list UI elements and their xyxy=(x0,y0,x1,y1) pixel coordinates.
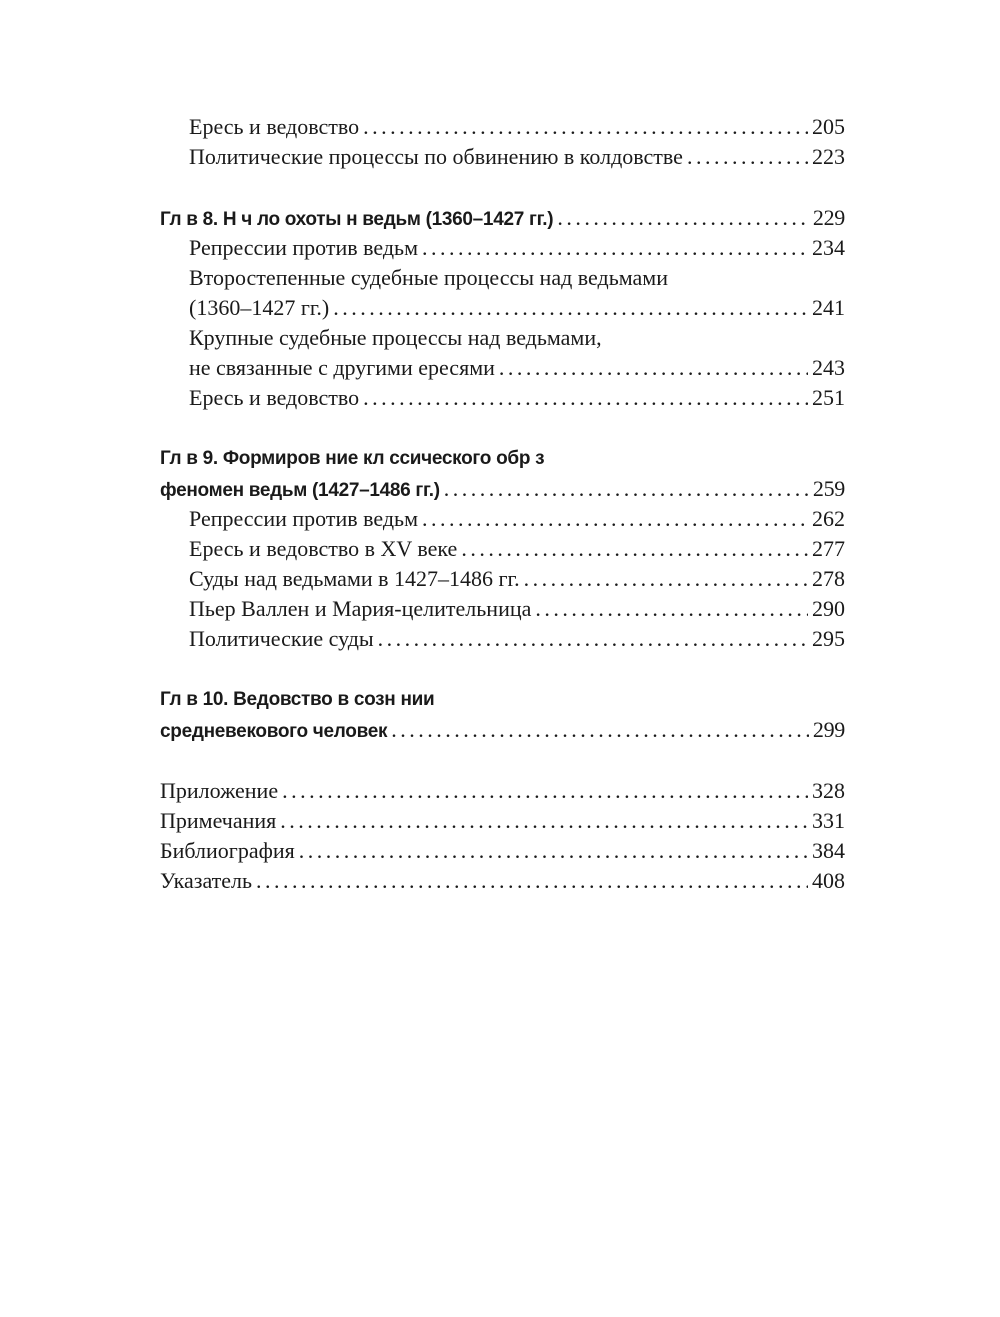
toc-entry-title: Суды над ведьмами в 1427–1486 гг. xyxy=(189,566,520,591)
toc-entry-title: Примечания xyxy=(160,808,277,833)
toc-entry-page: 234 xyxy=(812,235,845,260)
toc-entry-line1 xyxy=(160,323,845,353)
toc-entry xyxy=(160,594,845,624)
chapter-page: 259 xyxy=(812,476,845,501)
toc-entry-page: 290 xyxy=(812,596,845,621)
toc-entry-title: (1360–1427 гг.) xyxy=(189,295,330,320)
dot-leader xyxy=(282,776,808,806)
chapter-heading-10 xyxy=(160,715,845,745)
dot-leader xyxy=(256,866,808,896)
chapter-heading-10-line1 xyxy=(160,685,845,715)
toc-entry-page: 328 xyxy=(812,778,845,803)
toc-entry-page: 205 xyxy=(812,114,845,139)
toc-entry-title: Указатель xyxy=(160,868,253,893)
chapter-page: 299 xyxy=(812,717,845,742)
toc-entry xyxy=(160,806,845,836)
chapter-title: Гл в 9. Формиров ние кл ссического обр з xyxy=(160,448,545,469)
toc-entry-page: 262 xyxy=(812,506,845,531)
toc-entry-page: 223 xyxy=(812,144,845,169)
dot-leader xyxy=(363,112,808,142)
toc-entry-title: Ересь и ведовство в XV веке xyxy=(189,536,458,561)
toc-entry-line1 xyxy=(160,263,845,293)
chapter-title: Гл в 10. Ведовство в созн нии xyxy=(160,689,435,710)
dot-leader xyxy=(535,594,808,624)
dot-leader xyxy=(299,836,808,866)
toc-entry-title: Приложение xyxy=(160,778,279,803)
toc-entry xyxy=(160,624,845,654)
table-of-contents xyxy=(160,112,845,896)
toc-entry-title: Библиография xyxy=(160,838,295,863)
dot-leader xyxy=(391,715,809,745)
toc-entry-page: 243 xyxy=(812,355,845,380)
toc-entry-page: 295 xyxy=(812,626,845,651)
chapter-title: Гл в 8. Н ч ло охоты н ведьм (1360–1427 гг.) xyxy=(160,209,554,230)
toc-entry xyxy=(160,293,845,323)
toc-entry xyxy=(160,353,845,383)
toc-entry-page: 408 xyxy=(812,868,845,893)
toc-entry xyxy=(160,383,845,413)
toc-entry-title: Ересь и ведовство xyxy=(189,114,360,139)
toc-entry xyxy=(160,112,845,142)
toc-entry-title: Репрессии против ведьм xyxy=(189,235,419,260)
toc-entry-title: не связанные с другими ересями xyxy=(189,355,495,380)
dot-leader xyxy=(461,534,808,564)
toc-entry-page: 331 xyxy=(812,808,845,833)
toc-entry-page: 278 xyxy=(812,566,845,591)
toc-entry xyxy=(160,233,845,263)
toc-entry-page: 277 xyxy=(812,536,845,561)
dot-leader xyxy=(499,353,808,383)
toc-entry xyxy=(160,564,845,594)
dot-leader xyxy=(280,806,808,836)
dot-leader xyxy=(422,233,808,263)
dot-leader xyxy=(687,142,808,172)
toc-entry-title: Второстепенные судебные процессы над ведьмами xyxy=(189,265,668,290)
toc-entry-title: Крупные судебные процессы над ведьмами, xyxy=(189,325,602,350)
toc-entry-title: Ересь и ведовство xyxy=(189,385,360,410)
toc-entry xyxy=(160,836,845,866)
chapter-page: 229 xyxy=(812,205,845,230)
dot-leader xyxy=(557,203,809,233)
toc-entry-title: Пьер Валлен и Мария-целительница xyxy=(189,596,532,621)
dot-leader xyxy=(333,293,808,323)
chapter-heading-9-line1 xyxy=(160,444,845,474)
dot-leader xyxy=(422,504,808,534)
toc-entry-title: Репрессии против ведьм xyxy=(189,506,419,531)
toc-entry xyxy=(160,866,845,896)
dot-leader xyxy=(363,383,808,413)
toc-entry-page: 384 xyxy=(812,838,845,863)
dot-leader xyxy=(378,624,808,654)
toc-entry xyxy=(160,776,845,806)
dot-leader xyxy=(444,474,809,504)
chapter-title: феномен ведьм (1427–1486 гг.) xyxy=(160,480,440,501)
chapter-heading-9 xyxy=(160,474,845,504)
chapter-heading-8 xyxy=(160,203,845,233)
toc-entry xyxy=(160,504,845,534)
toc-entry-page: 251 xyxy=(812,385,845,410)
toc-entry xyxy=(160,142,845,172)
toc-entry-title: Политические суды xyxy=(189,626,374,651)
dot-leader xyxy=(524,564,808,594)
toc-entry xyxy=(160,534,845,564)
toc-entry-title: Политические процессы по обвинению в колдовстве xyxy=(189,144,683,169)
toc-entry-page: 241 xyxy=(812,295,845,320)
chapter-title: средневекового человек xyxy=(160,721,388,742)
